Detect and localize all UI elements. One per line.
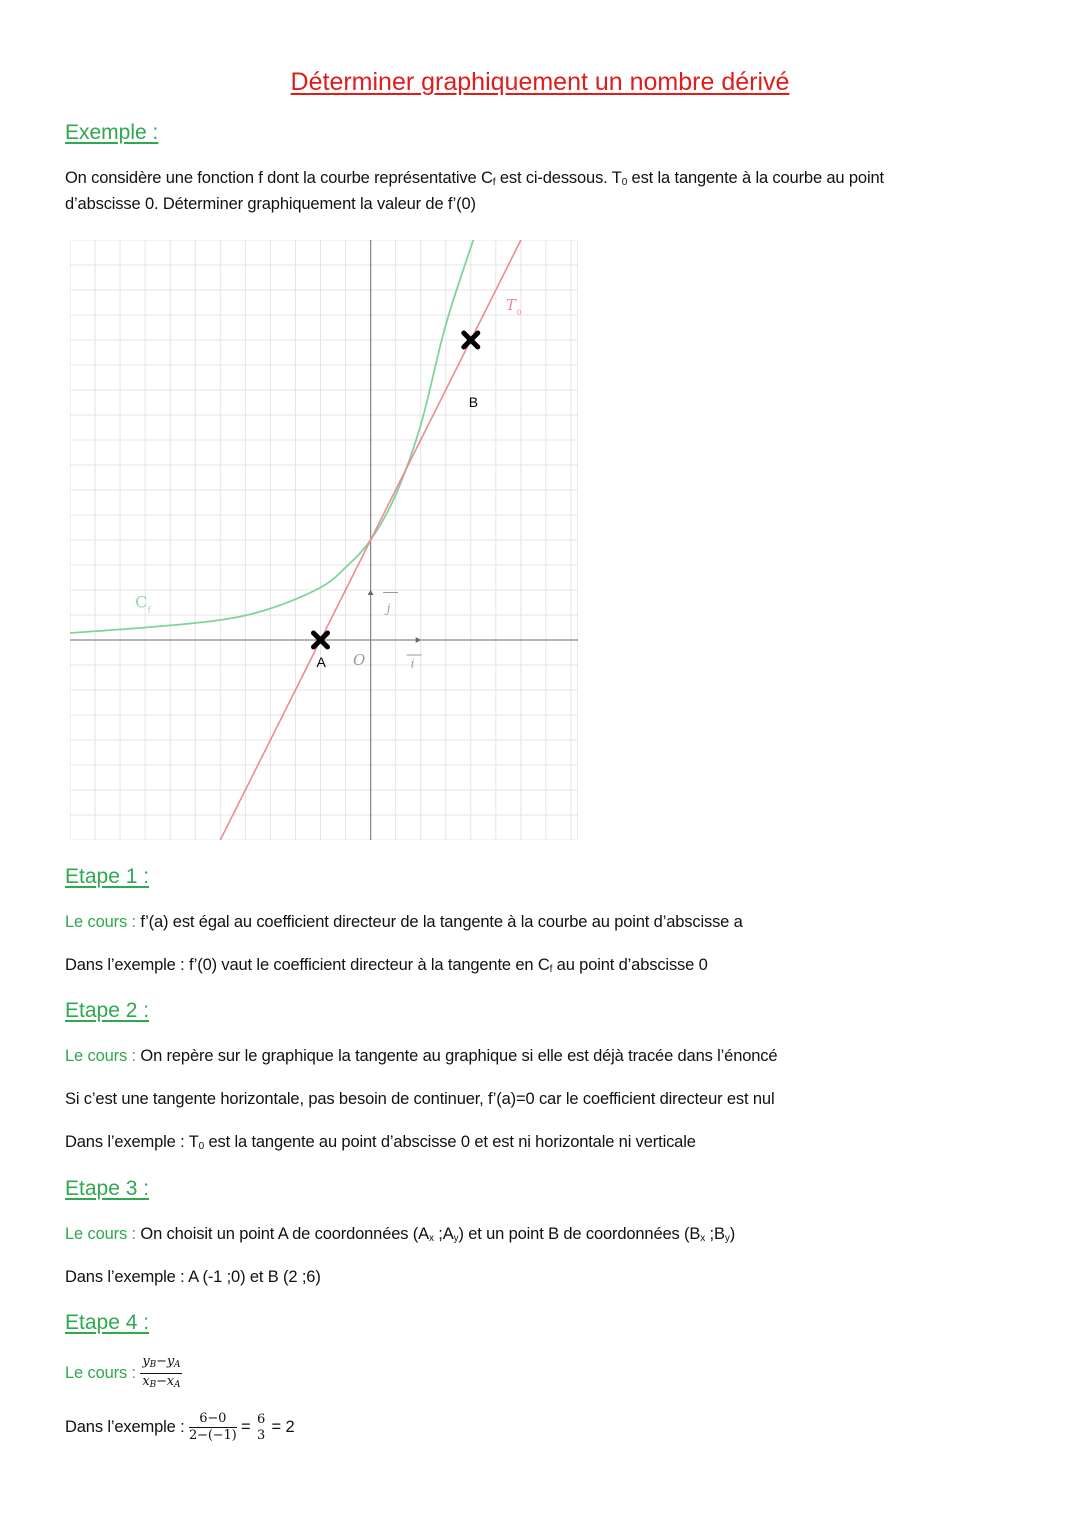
etape4-exemple: Dans l’exemple : $\frac{6-0}{2-(-1)}$ = 6 3 = 2 <box>65 1411 295 1443</box>
point-b-label: B <box>468 394 479 410</box>
etape1-exemple: Dans l’exemple : f’(0) vaut le coefficient directeur à la tangente en $C_f$ au point d’abscisse 0 <box>65 956 708 975</box>
function-graph <box>70 240 578 840</box>
etape3-cours: Le cours : On choisit un point A de coordonnées ($A_x$ $;A_y$) et un point B de coordonnées ($B_x$ $;B_y$) <box>65 1225 736 1244</box>
simplified-fraction: 6 3 <box>256 1411 266 1443</box>
etape4-cours: Le cours : $\frac{y_B-y_A}{x_B-x_A}$ <box>65 1354 182 1393</box>
origin-label: O <box>353 651 366 669</box>
etape2-heading: Etape 2 : <box>65 999 150 1022</box>
etape2-line-2: Si c’est une tangente horizontale, pas besoin de continuer, f’(a)=0 car le coefficient directeur est nul <box>65 1090 775 1108</box>
etape4-heading: Etape 4 : <box>65 1311 150 1334</box>
etape2-exemple: Dans l’exemple : $T_0$ est la tangente au point d’abscisse 0 et est ni horizontale ni verticale <box>65 1133 696 1152</box>
exemple-line-2: d’abscisse 0. Déterminer graphiquement la valeur de f’(0) <box>65 195 476 213</box>
i-vector-label: i <box>410 656 415 671</box>
tangent-label-sub: 0 <box>516 309 522 317</box>
exemple-line-1: On considère une fonction f dont la courbe représentative $C_f$ est ci-dessous. $T_0$ est la tangente à la courbe au point <box>65 169 884 188</box>
etape2-cours: Le cours : On repère sur le graphique la tangente au graphique si elle est déjà tracée dans l’énoncé <box>65 1047 778 1065</box>
j-vector-label: j <box>386 601 391 616</box>
curve-label-sub: f <box>147 605 151 615</box>
curve-label: C <box>135 592 148 612</box>
slope-formula: $\frac{y_B-y_A}{x_B-x_A}$ <box>142 1354 181 1390</box>
tangent-label: T <box>505 296 516 314</box>
point-a-label: A <box>316 654 326 670</box>
etape1-heading: Etape 1 : <box>65 865 150 888</box>
etape1-cours: Le cours : f’(a) est égal au coefficient directeur de la tangente à la courbe au point d’abscisse a <box>65 913 743 931</box>
page-title: Déterminer graphiquement un nombre dérivé <box>290 68 790 96</box>
etape3-heading: Etape 3 : <box>65 1177 150 1200</box>
example-fraction: $\frac{6-0}{2-(-1)}$ <box>189 1411 237 1443</box>
exemple-heading: Exemple : <box>65 121 159 144</box>
etape3-exemple: Dans l’exemple : A (-1 ;0) et B (2 ;6) <box>65 1268 321 1286</box>
